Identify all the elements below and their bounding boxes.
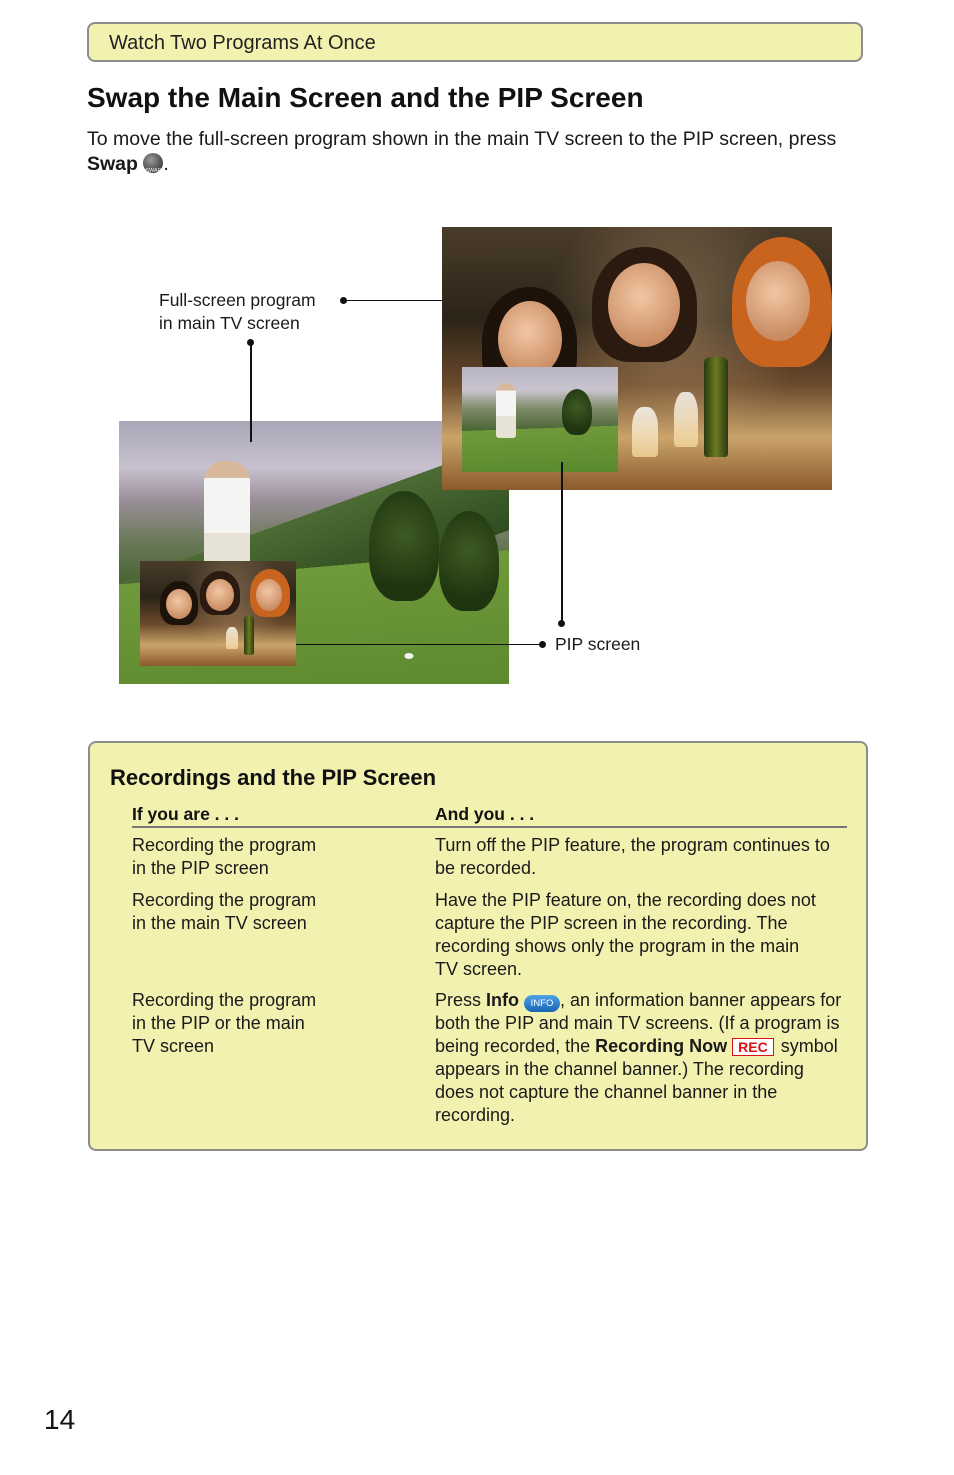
callout-pip-upper-dot (558, 620, 565, 627)
page-title: Swap the Main Screen and the PIP Screen (87, 82, 644, 113)
header-divider (132, 826, 847, 828)
tree-shape (439, 511, 499, 611)
table-row-2-result: Have the PIP feature on, the recording does not capture the PIP screen in the recording. The recording shows only the program in the main TV screen. (435, 890, 816, 979)
callout-main-horizontal-line (343, 300, 442, 301)
info-button-icon: INFO (524, 995, 560, 1012)
dinner-pip-image (140, 561, 296, 666)
swap-button-label: Swap (87, 153, 138, 175)
col-header-if-you-are: If you are . . . (132, 804, 239, 824)
dinner-main-screen-image (442, 227, 832, 490)
section-header-bar (87, 22, 863, 62)
recording-now-label: Recording Now (595, 1036, 728, 1056)
callout-pip-label: PIP screen (555, 634, 641, 654)
table-row-3-result: Press Info INFO , an information banner appears for both the PIP and main TV screens. (If a program is being recorded, the Recording Now REC symbol appears in the channel banner.) The recording does not capture the channel banner in the recording. (435, 990, 842, 1125)
table-row-3-condition: Recording the program in the PIP or the main TV screen (132, 990, 317, 1056)
table-row-1-result: Turn off the PIP feature, the program continues to be recorded. (435, 835, 830, 878)
tree-shape (369, 491, 439, 601)
callout-main-label: Full-screen program in main TV screen (159, 290, 316, 333)
callout-pip-horizontal-line (296, 644, 542, 645)
table-row-2-condition: Recording the program in the main TV screen (132, 890, 317, 933)
callout-pip-vertical-line (561, 462, 563, 625)
rec-symbol-icon: REC (732, 1038, 774, 1056)
table-row-1-condition: Recording the program in the PIP screen (132, 835, 317, 878)
info-button-label: Info (486, 990, 520, 1010)
golf-pip-image (462, 367, 618, 472)
section-label: Watch Two Programs At Once (109, 32, 376, 54)
intro-text: To move the full-screen program shown in the main TV screen to the PIP screen, press (87, 128, 837, 150)
page-number: 14 (44, 1404, 76, 1435)
swap-button-icon: SWAP (143, 153, 163, 173)
intro-paragraph: To move the full-screen program shown in the main TV screen to the PIP screen, press Swap SWAP . (87, 128, 837, 175)
callout-pip-dot (539, 641, 546, 648)
recordings-title: Recordings and the PIP Screen (110, 765, 437, 790)
callout-main-vertical-line (250, 342, 252, 442)
col-header-and-you: And you . . . (435, 804, 535, 824)
